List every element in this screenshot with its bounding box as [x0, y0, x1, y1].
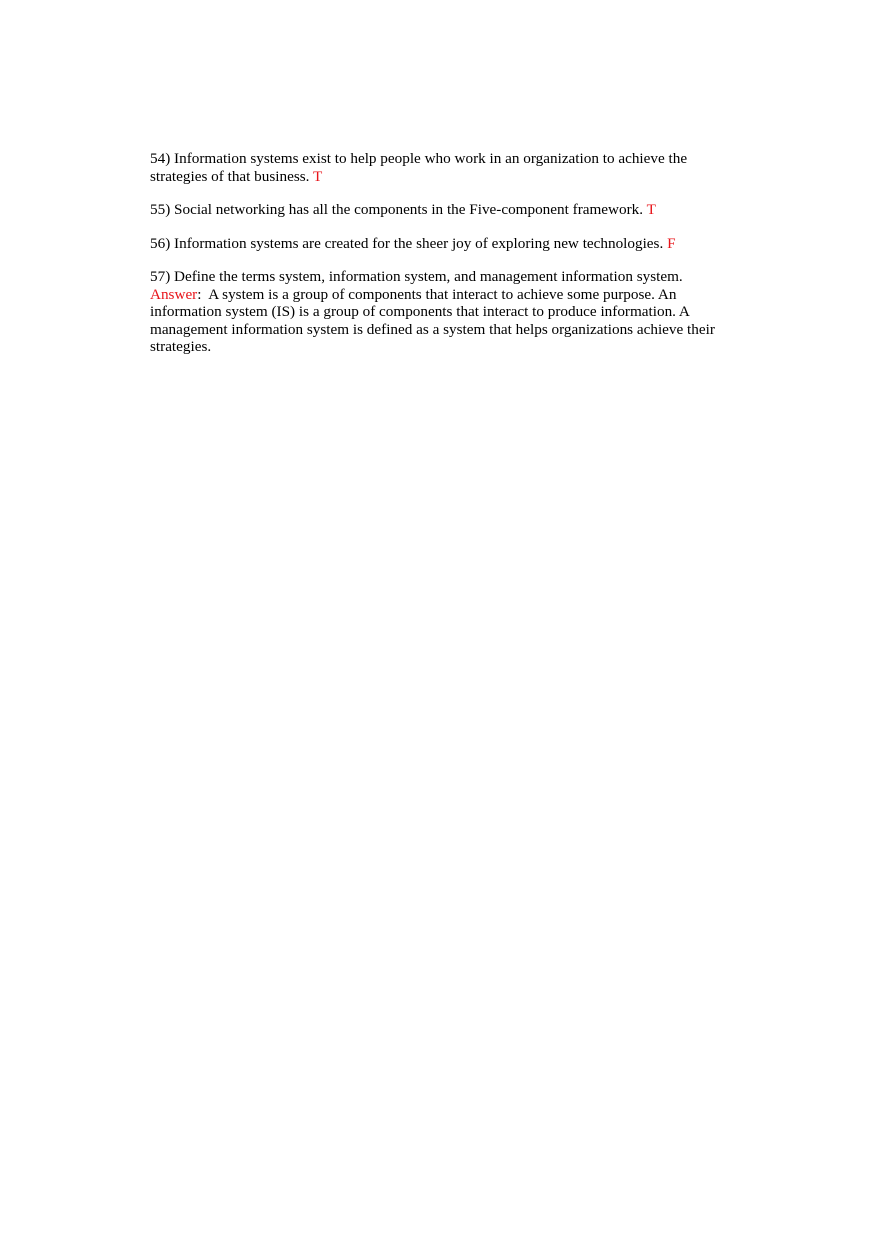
answer-true-false: T [312, 167, 323, 185]
question-55 [150, 201, 730, 219]
question-54 [150, 150, 730, 185]
answer-paragraph [150, 286, 730, 356]
question-text [150, 235, 730, 253]
question-text [150, 150, 730, 185]
question-statement: 56) Information systems are created for the sheer joy of exploring new technologies. [150, 234, 664, 252]
question-statement: 57) Define the terms system, information system, and management information system. [150, 268, 683, 285]
question-text [150, 268, 730, 286]
answer-label: Answer [150, 285, 198, 303]
answer-text: A system is a group of components that interact to achieve some purpose. An information system (IS) is a group of components that interact to produce information. A management information system is defined as a system that helps organizations achieve their strategies. [150, 285, 715, 355]
question-56 [150, 235, 730, 253]
question-statement: 54) Information systems exist to help people who work in an organization to achieve the strategies of that business. [150, 150, 688, 185]
answer-true-false: F [667, 234, 676, 252]
answer-true-false: T [646, 201, 656, 218]
answer-colon: : [197, 285, 202, 303]
question-text [150, 201, 730, 219]
question-57 [150, 268, 730, 356]
question-list [150, 150, 730, 372]
question-statement: 55) Social networking has all the components in the Five-component framework. [150, 201, 644, 218]
